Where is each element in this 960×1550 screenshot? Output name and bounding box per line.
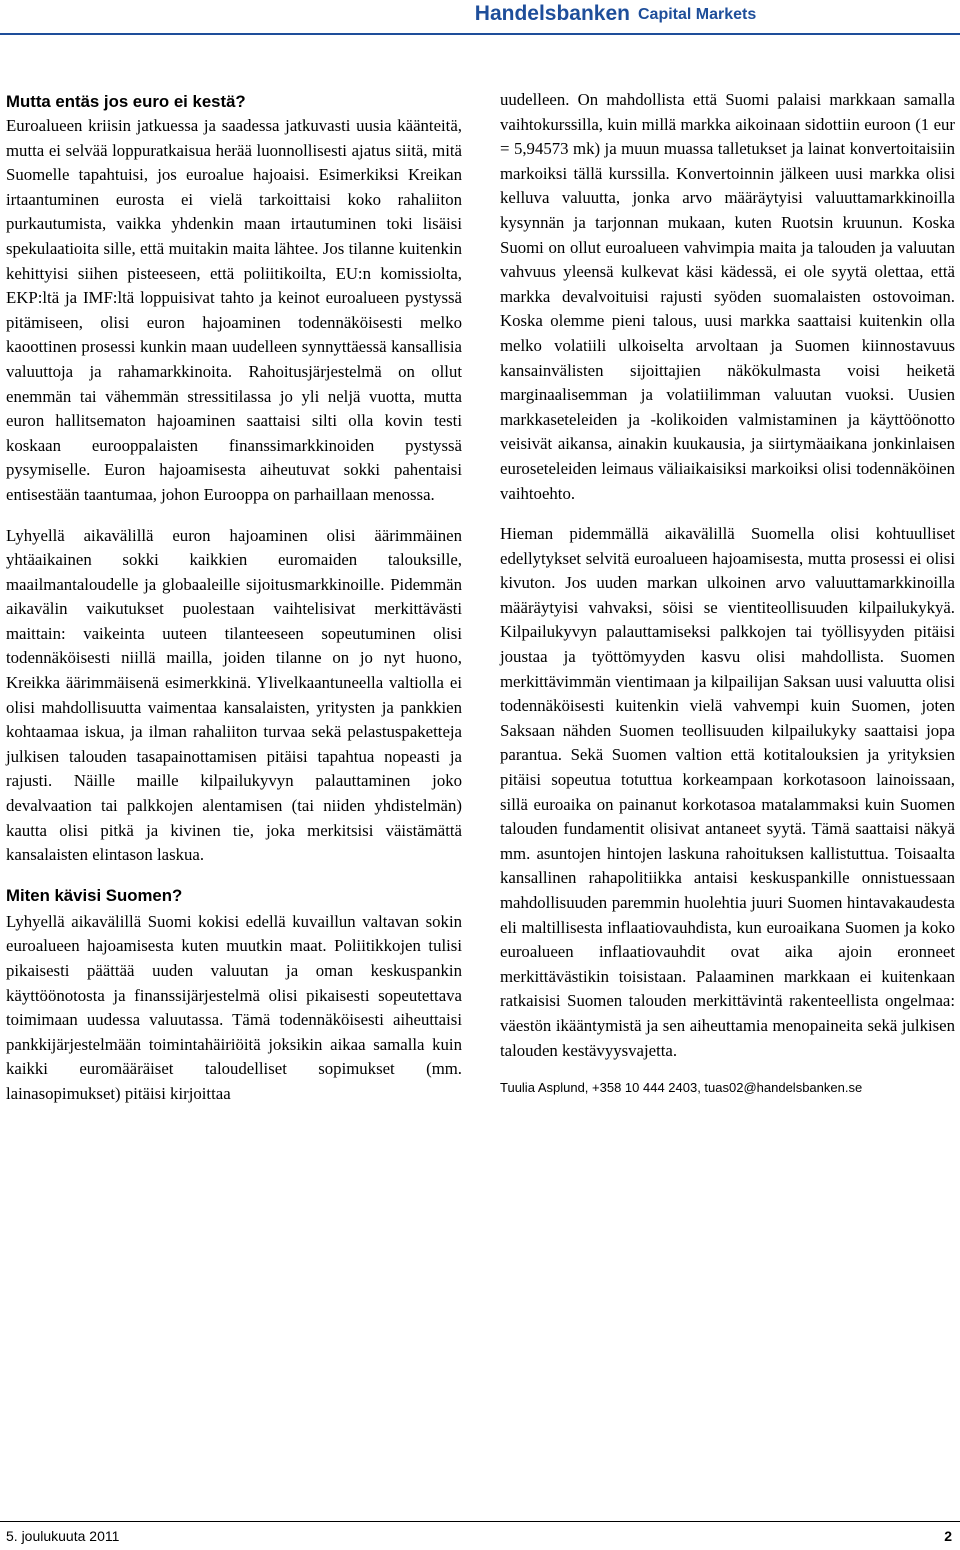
body-paragraph: Lyhyellä aikavälillä euron hajoaminen olisi äärimmäinen yhtäaikainen sokki kaikkien euromaiden talouksille, maailmantaloudelle ja globaaleille sijoitusmarkkinoille. Pidemmän aikavälin vaikutukset puolestaan vaihtelisivat merkittävästi maittain: vaikeinta uuteen tilanteeseen sopeutuminen olisi todennäköisesti niillä mailla, joiden tilanne on jo nyt huono, Kreikka äärimmäisenä esimerkkinä. Ylivelkaantuneella valtiolla ei olisi mahdollisuutta vaimentaa kansalaisten, yritysten ja pankkien kohtaamaa iskua, ja ilman rahaliiton turvaa sekä pelastuspaketteja julkisen talouden tasapainottamisen pitäisi tapahtua nopeasti ja rajusti. Näille maille kilpailukyvyn palauttaminen joko devalvaation tai palkkojen alentamisen (tai niiden yhdistelmän) kautta olisi pitkä ja kivinen tie, joka merkitsisi väistämättä kansalaisten elintason laskua.	[6, 525, 462, 865]
right-column	[500, 88, 955, 1113]
left-column	[6, 90, 462, 1123]
author-signature: Tuulia Asplund, +358 10 444 2403, tuas02@handelsbanken.se	[500, 1080, 863, 1096]
brand-subtitle: Capital Markets	[638, 6, 757, 23]
body-paragraph: Euroalueen kriisin jatkuessa ja saadessa jatkuvasti uusia käänteitä, mutta ei selvää loppuratkaisua herää luonnollisesti ajatus siitä, mitä Suomelle tapahtuisi, jos euroalue hajoaisi. Esimerkiksi Kreikan irtaantuminen eurosta ei vielä tarkoittaisi koko rahaliiton purkautumista, vaikka yhdenkin maan irtautuminen toki lisäisi spekulaatioita sille, että muitakin maita lähtee. Jos tilanne kuitenkin kehittyisi siihen pisteeseen, että poliitikoilta, EU:n komissiolta, EKP:ltä ja IMF:ltä loppuisivat tahto ja keinot euroalueen pystyssä pitämiseen, olisi euron hajoaminen todennäköisesti melko kaoottinen prosessi kunkin maan uudelleen synnyttäessä kansallisia valuuttoja ja rahamarkkinoita. Rahoitusjärjestelmä on ollut enemmän tai vähemmän stressitilassa jo yli neljä vuotta, mutta euron hallitsematon hajoaminen saattaisi silti olla kovin testi koskaan eurooppalaisten finanssimarkkinoiden pystyssä pysymiselle. Euron hajoamisesta aiheutuvat sokki pahentaisi entisestään taantumaa, johon Eurooppa on parhaillaan menossa.	[6, 116, 462, 504]
page-number: 2	[944, 1528, 952, 1544]
section-heading: Miten kävisi Suomen?	[6, 885, 183, 905]
header-divider	[0, 33, 960, 35]
page-header	[0, 0, 960, 36]
body-paragraph: Hieman pidemmällä aikavälillä Suomella olisi kohtuulliset edellytykset selvitä euroalueen hajoamisesta, mutta prosessi ei olisi kivuton. Jos uuden markan ulkoinen arvo valuuttamarkkinoilla määräytyisi vahvaksi, söisi se vientiteollisuuden kilpailukykyä. Kilpailukyvyn palauttamiseksi palkkojen tai työllisyyden pitäisi joustaa ja työttömyyden kasvu olisi mahdollista. Suomen merkittävimmän vientimaan ja kilpailijan Saksan uusi valuutta olisi todennäköisesti kuitenkin vielä vahvempi kuin Suomen, joten Saksaan nähden Suomen teollisuuden kilpailukyky saattaisi jopa parantua. Sekä Suomen valtion että kotitalouksien ja yrityksien pitäisi sopeutua totuttua korkeampaan korkotasoon lainoissaan, sillä euroaika on painanut korkotasoa matalammaksi kuin Suomen talouden fundamentit olisivat antaneet syytä. Tämä saattaisi näkyä mm. asuntojen hintojen laskuna rahoituksen kallistuttua. Toisaalta kansallinen rahapolitiikka antaisi keskuspankille onnistuessaan mahdollisuuden paremmin huolehtia juuri Suomen hintavakaudesta eli maltillisesta inflaatiovauhdista, kun euroaikana Suomen ja koko euroalueen inflaatiovauhdit ovat aika ajoin eronneet merkittävästikin toisistaan. Palaaminen markkaan ei kuitenkaan ratkaisisi Suomen talouden merkittävintä rakenteellista ongelmaa: väestön ikääntymistä ja sen aiheuttamia menopaineita sekä julkisen talouden kestävyysvajetta.	[500, 524, 955, 1060]
footer-date: 5. joulukuuta 2011	[6, 1528, 120, 1544]
footer-divider	[0, 1521, 960, 1522]
body-paragraph: uudelleen. On mahdollista että Suomi palaisi markkaan samalla vaihtokurssilla, kuin millä markka aikoinaan sidottiin euroon (1 eur = 5,94573 mk) ja muun muassa talletukset ja lainat konvertoitaisiin markoiksi tällä kurssilla. Konvertoinnin jälkeen uusi markka olisi kelluva valuutta, jonka arvo määräytyisi valuuttamarkkinoilla kysynnän ja tarjonnan mukaan, kuten Ruotsin kruunun. Koska Suomi on ollut euroalueen vahvimpia maita ja talouden ja valuutan vahvuus yleensä kulkevat käsi kädessä, ei ole syytä olettaa, että markka devalvoituisi rajusti syöden suomalaisten ostovoiman. Koska olemme pieni talous, uusi markka saattaisi kuitenkin olla melko volatiili ulkoiselta arvoltaan ja Suomen kiinnostavuus kansainvälisten sijoittajien näkökulmasta voisi heiketä marginaalisemman ja volatiilimman valuutan vuoksi. Uusien markkaseteleiden ja -kolikoiden valmistaminen ja käyttöönotto veisivät aikansa, ainakin kuukausia, ja siirtymäaikana jonkinlaisen euroseteleiden leimaus väliaikaisiksi markoiksi olisi todennäköinen vaihtoehto.	[500, 90, 955, 503]
brand-logo-text: Handelsbanken	[474, 2, 630, 25]
body-paragraph: Lyhyellä aikavälillä Suomi kokisi edellä kuvaillun valtavan sokin euroalueen hajoamisesta kuten muutkin maat. Poliitikkojen tulisi pikaisesti päättää uuden valuutan ja oman keskuspankin käyttöönotosta ja finanssijärjestelmä olisi pikaisesti sopeutettava toimimaan uudessa valuutassa. Tämä todennäköisesti aiheuttaisi pankkijärjestelmään toimintahäiriöitä joksikin aikaa samalla kuin kaikki euromääräiset taloudelliset sopimukset (mm. lainasopimukset) pitäisi kirjoittaa	[6, 911, 462, 1103]
section-heading: Mutta entäs jos euro ei kestä?	[6, 92, 246, 111]
